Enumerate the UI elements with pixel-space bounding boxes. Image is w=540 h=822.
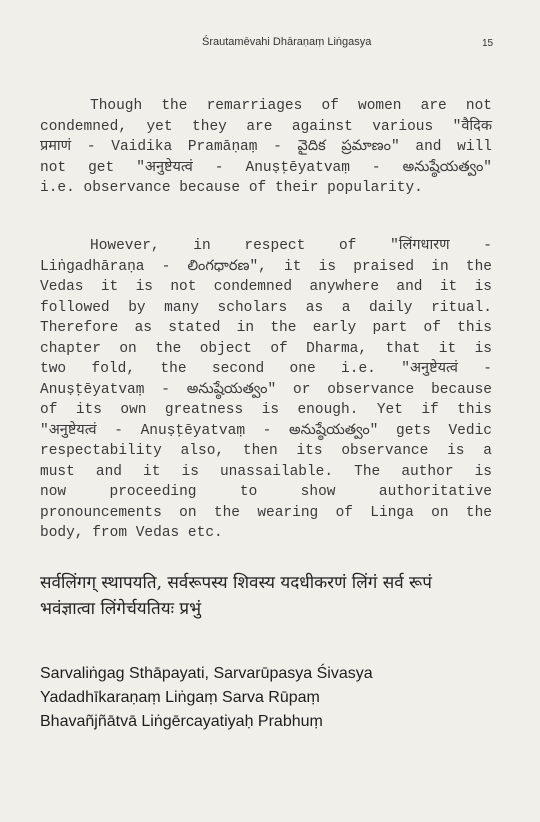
verse-transliteration-line: Sarvaliṅgag Sthāpayati, Sarvarūpasya Śivasya — [40, 665, 373, 682]
paragraph-line: condemned, yet they are against various "वैदिक — [40, 118, 492, 135]
paragraph-line: followed by many scholars as a daily ritual. — [40, 299, 492, 316]
paragraph-line: Anuṣṭēyatvaṃ - అనుష్ఠేయత్వం" or observance because — [40, 381, 492, 398]
paragraph-line: of its own greatness is enough. Yet if this — [40, 402, 492, 418]
paragraph-line: However, in respect of "लिंगधारण - — [90, 238, 492, 254]
verse-transliteration — [40, 662, 500, 734]
paragraph-line: chapter on the object of Dharma, that it is — [40, 340, 492, 357]
paragraph-line: not get "अनुष्टेयत्वं - Anuṣṭēyatvaṃ - అనుష్ఠేయత్వం" — [40, 159, 492, 176]
paragraph-lingadharana — [40, 236, 492, 544]
paragraph-line: pronouncements on the wearing of Linga on the — [40, 504, 492, 521]
verse-devanagari-line: सर्वलिंगग् स्थापयति, सर्वरूपस्य शिवस्य यदधीकरणं लिंगं सर्व रूपं — [40, 573, 432, 593]
paragraph-line: Vedas it is not condemned anywhere and it is — [40, 279, 492, 295]
paragraph-line: respectability also, then its observance is a — [40, 443, 492, 459]
paragraph-line: Though the remarriages of women are not — [90, 98, 492, 114]
page-number: 15 — [482, 38, 494, 49]
paragraph-line: i.e. observance because of their popularity. — [40, 180, 423, 196]
verse-devanagari-line: भवंज्ञात्वा लिंगेर्चयतियः प्रभुं — [40, 599, 202, 619]
paragraph-remarriages — [40, 96, 492, 199]
paragraph-line: "अनुष्टेयत्वं - Anuṣṭēyatvaṃ - అనుష్ఠేయత్వం" gets Vedic — [40, 422, 492, 439]
verse-transliteration-line: Bhavañjñātvā Liṅgērcayatiyaḥ Prabhuṃ — [40, 713, 323, 730]
paragraph-line: must and it is unassailable. The author is — [40, 463, 492, 480]
verse-devanagari — [40, 570, 500, 622]
verse-transliteration-line: Yadadhīkaraṇaṃ Liṅgaṃ Sarva Rūpaṃ — [40, 689, 320, 706]
paragraph-line: now proceeding to show authoritative — [40, 484, 492, 500]
paragraph-line: body, from Vedas etc. — [40, 525, 223, 541]
paragraph-line: प्रमाणं - Vaidika Pramāṇaṃ - వైదిక ప్రమాణం" and will — [40, 139, 492, 155]
paragraph-line: Liṅgadhāraṇa - లింగధారణ", it is praised in the — [40, 258, 492, 275]
paragraph-line: two fold, the second one i.e. "अनुष्टेयत्वं - — [40, 361, 492, 377]
paragraph-line: Therefore as stated in the early part of this — [40, 320, 492, 336]
running-header-title: Śrautamēvahi Dhāraṇaṃ Liṅgasya — [202, 36, 372, 48]
